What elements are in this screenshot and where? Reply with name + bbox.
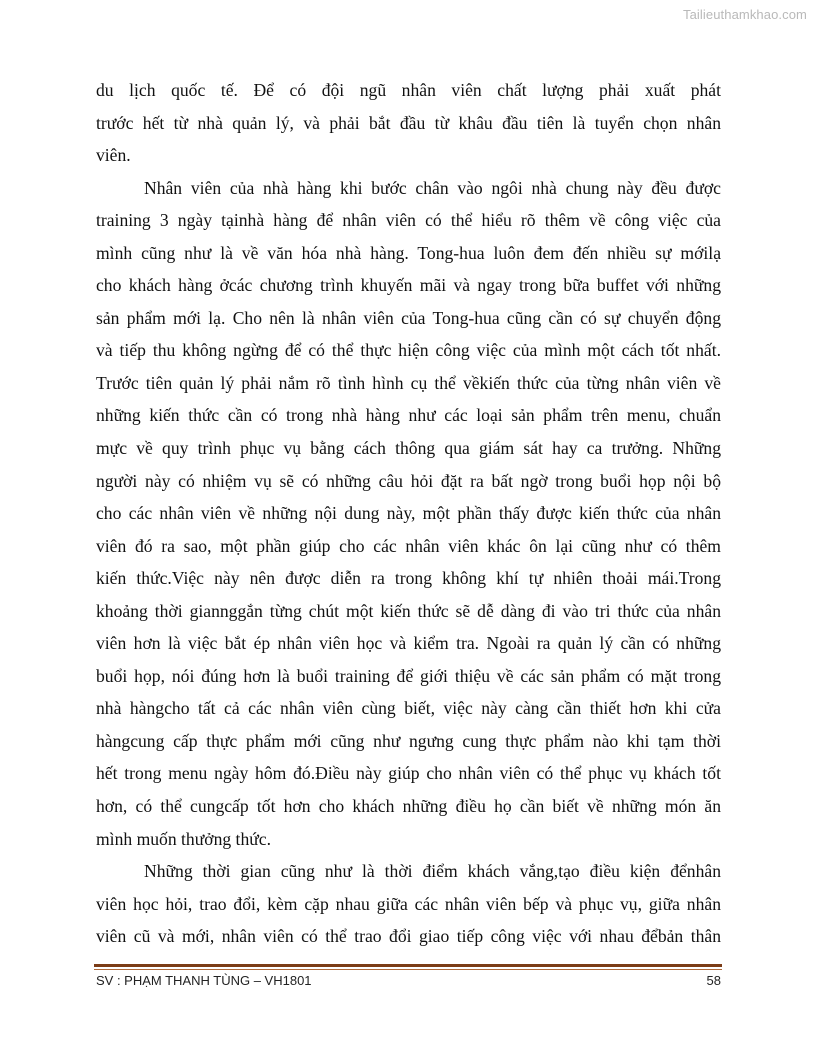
text-line: nhà hàngcho tất cả các nhân viên cùng biết, việc này càng cần thiết hơn khi cửa xyxy=(96,698,721,719)
text-line: mình muốn thưởng thức. xyxy=(96,828,271,849)
page-footer xyxy=(96,973,721,988)
text-line: những kiến thức cần có trong nhà hàng như các loại sản phẩm trên menu, chuẩn xyxy=(96,405,721,426)
text-line: và tiếp thu không ngừng để có thể thực hiện công việc của mình một cách tốt nhất. xyxy=(96,340,721,361)
text-line: viên học hỏi, trao đổi, kèm cặp nhau giữa các nhân viên bếp và phục vụ, giữa nhân xyxy=(96,893,721,914)
watermark-text: Tailieuthamkhao.com xyxy=(682,7,807,22)
page-number: 58 xyxy=(706,973,721,988)
paragraph-training xyxy=(96,172,721,855)
text-line: mình cũng như là về văn hóa nhà hàng. Tong-hua luôn đem đến nhiều sự mớilạ xyxy=(96,242,721,263)
text-line: kiến thức.Việc này nên được diễn ra trong không khí tự nhiên thoải mái.Trong xyxy=(96,568,721,589)
footer-divider-thick xyxy=(94,964,722,967)
text-line: khoảng thời giannggắn từng chút một kiến thức sẽ dễ dàng đi vào tri thức của nhân xyxy=(96,600,721,621)
text-line: Những thời gian cũng như là thời điểm khách vắng,tạo điều kiện đểnhân xyxy=(144,861,721,882)
text-line: Trước tiên quản lý phải nắm rõ tình hình cụ thể vềkiến thức của từng nhân viên về xyxy=(96,372,721,393)
text-line: cho khách hàng ởcác chương trình khuyến mãi và ngay trong bữa buffet với những xyxy=(96,275,721,296)
footer-divider-thin xyxy=(94,969,722,970)
text-line: viên. xyxy=(96,145,131,166)
text-line: cho các nhân viên về những nội dung này, một phần thấy được kiến thức của nhân xyxy=(96,503,721,524)
text-line: viên cũ và mới, nhân viên có thể trao đổi giao tiếp công việc với nhau đểbản thân xyxy=(96,926,721,947)
text-line: viên đó ra sao, một phần giúp cho các nhân viên khác ôn lại cũng như có thêm xyxy=(96,535,721,556)
text-line: du lịch quốc tế. Để có đội ngũ nhân viên chất lượng phải xuất phát xyxy=(96,80,721,100)
text-line: người này có nhiệm vụ sẽ có những câu hỏi đặt ra bất ngờ trong buổi họp nội bộ xyxy=(96,470,721,491)
document-body xyxy=(96,74,721,953)
text-line: hàngcung cấp thực phẩm mới cũng như ngưng cung thực phẩm nào khi tạm thời xyxy=(96,730,721,751)
text-line: Nhân viên của nhà hàng khi bước chân vào ngôi nhà chung này đều được xyxy=(144,177,721,198)
paragraph-continued xyxy=(96,74,721,172)
text-line: sản phẩm mới lạ. Cho nên là nhân viên của Tong-hua cũng cần có sự chuyển động xyxy=(96,307,721,328)
text-line: trước hết từ nhà quản lý, và phải bắt đầu từ khâu đầu tiên là tuyển chọn nhân xyxy=(96,112,721,133)
footer-student-name: SV : PHẠM THANH TÙNG – VH1801 xyxy=(96,973,312,988)
text-line: training 3 ngày tạinhà hàng để nhân viên có thể hiểu rõ thêm về công việc của xyxy=(96,210,721,231)
text-line: buổi họp, nói đúng hơn là buổi training để giới thiệu về các sản phẩm có mặt trong xyxy=(96,665,721,686)
text-line: mực về quy trình phục vụ bằng cách thông qua giám sát hay ca trưởng. Những xyxy=(96,438,721,459)
paragraph-quiet-times xyxy=(96,855,721,953)
text-line: viên hơn là việc bắt ép nhân viên học và kiểm tra. Ngoài ra quản lý cần có những xyxy=(96,633,721,654)
text-line: hơn, có thể cungcấp tốt hơn cho khách những điều họ cần biết về những món ăn xyxy=(96,796,721,817)
text-line: hết trong menu ngày hôm đó.Điều này giúp cho nhân viên có thể phục vụ khách tốt xyxy=(96,763,721,784)
